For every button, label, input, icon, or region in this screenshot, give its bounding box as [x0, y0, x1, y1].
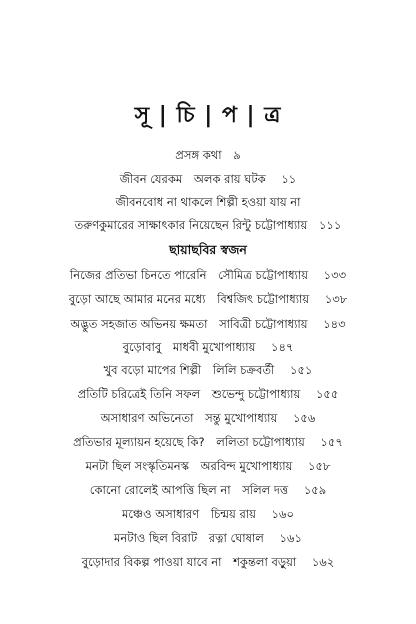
entry-author: সলিল দত্ত: [242, 483, 289, 497]
entry-title: বুড়ো আছে আমার মনের মধ্যে: [68, 292, 206, 306]
toc-entry: [0, 291, 416, 307]
section-heading: ছায়াছবির স্বজন: [169, 242, 247, 257]
entry-title: কোনো রোলেই আপত্তি ছিল না: [89, 483, 231, 497]
toc-entry: [0, 194, 416, 210]
entry-author: মাধবী মুখোপাধ্যায়: [172, 340, 256, 354]
entry-title: অসাধারণ অভিনেতা: [100, 411, 194, 425]
entry-author: অরবিন্দ মুখোপাধ্যায়: [200, 459, 293, 473]
toc-entry: [0, 386, 416, 402]
entry-page: ১৫১: [290, 363, 313, 377]
entry-title: প্রতিটি চরিত্রেই তিনি সফল: [77, 387, 201, 401]
entry-title: প্রসঙ্গ কথা: [175, 148, 222, 162]
toc-entry: [0, 171, 416, 187]
toc-entry: [0, 410, 416, 426]
entry-title: অদ্ভুত সহজাত অভিনয় ক্ষমতা: [70, 317, 208, 331]
entry-page: ১৬১: [279, 531, 302, 545]
entry-author: বিশ্বজিৎ চট্টোপাধ্যায়: [217, 292, 310, 306]
entry-title: জীবন যেরকম: [119, 172, 183, 186]
entry-page: ১৫৯: [303, 483, 327, 497]
entry-author: চিন্ময় রায়: [210, 507, 256, 521]
entry-page: ১৬২: [311, 555, 335, 569]
entry-title: মঞ্চেও অসাধারণ: [122, 507, 200, 521]
entry-title: বুড়োবাবু: [122, 340, 162, 354]
entry-author: লিলি চক্রবর্তী: [212, 363, 275, 377]
entry-page: ১১১: [318, 218, 342, 232]
toc-entry: [0, 458, 416, 474]
entry-title: জীবনবোধ না থাকলে শিল্পী হওয়া যায় না: [115, 195, 301, 209]
entry-author: ললিতা চট্টোপাধ্যায়: [216, 435, 305, 449]
entry-author: সাবিত্রী চট্টোপাধ্যায়: [219, 317, 308, 331]
entry-title: বুড়োদার বিকল্প পাওয়া যাবে না: [81, 555, 222, 569]
entry-page: ১৫৫: [315, 387, 339, 401]
toc-entry: [0, 339, 416, 355]
entry-page: ১৬০: [271, 507, 294, 521]
toc-entry: [0, 506, 416, 522]
toc-entry: [0, 217, 416, 233]
entry-title: মনটাও ছিল বিরাট: [114, 531, 198, 545]
entry-page: ৯: [233, 148, 241, 162]
entry-author: অলক রায় ঘটক: [193, 172, 266, 186]
toc-entry-intro: [0, 147, 416, 163]
entry-title: নিজের প্রতিভা চিনতে পারেনি: [69, 268, 207, 282]
toc-entry: [0, 530, 416, 546]
entry-page: ১৩৮: [324, 292, 348, 306]
entry-page: ১৩৩: [323, 268, 347, 282]
page-title: সূ | চি | প | ত্র: [134, 103, 282, 128]
entry-author: শকুন্তলা বড়ুয়া: [233, 555, 297, 569]
toc-entry: [0, 362, 416, 378]
entry-page: ১৫৭: [320, 435, 343, 449]
entry-author: শুভেন্দু চট্টোপাধ্যায়: [211, 387, 301, 401]
toc-entry: [0, 267, 416, 283]
entry-author: সন্তু মুখোপাধ্যায়: [205, 411, 278, 425]
entry-page: ১৪৩: [323, 317, 346, 331]
entry-author: রত্না ঘোষাল: [208, 531, 264, 545]
entry-title: খুব বড়ো মাপের শিল্পী: [103, 363, 202, 377]
toc-entry: [0, 434, 416, 450]
entry-title: মনটা ছিল সংস্কৃতিমনস্ক: [85, 459, 189, 473]
entry-page: ১১: [281, 172, 297, 186]
toc-entry: [0, 554, 416, 570]
entry-page: ১৪৭: [271, 340, 294, 354]
entry-page: ১৫৬: [292, 411, 316, 425]
entry-subtitle: তরুণকুমারের সাক্ষাৎকার নিয়েছেন রিন্টু চট্টোপাধ্যায়: [74, 218, 308, 232]
entry-author: সৌমিত্র চট্টোপাধ্যায়: [218, 268, 308, 282]
toc-entry: [0, 316, 416, 332]
entry-title: প্রতিভার মূল্যায়ন হয়েছে কি?: [73, 435, 205, 449]
entry-page: ১৫৮: [308, 459, 331, 473]
toc-entry: [0, 482, 416, 498]
